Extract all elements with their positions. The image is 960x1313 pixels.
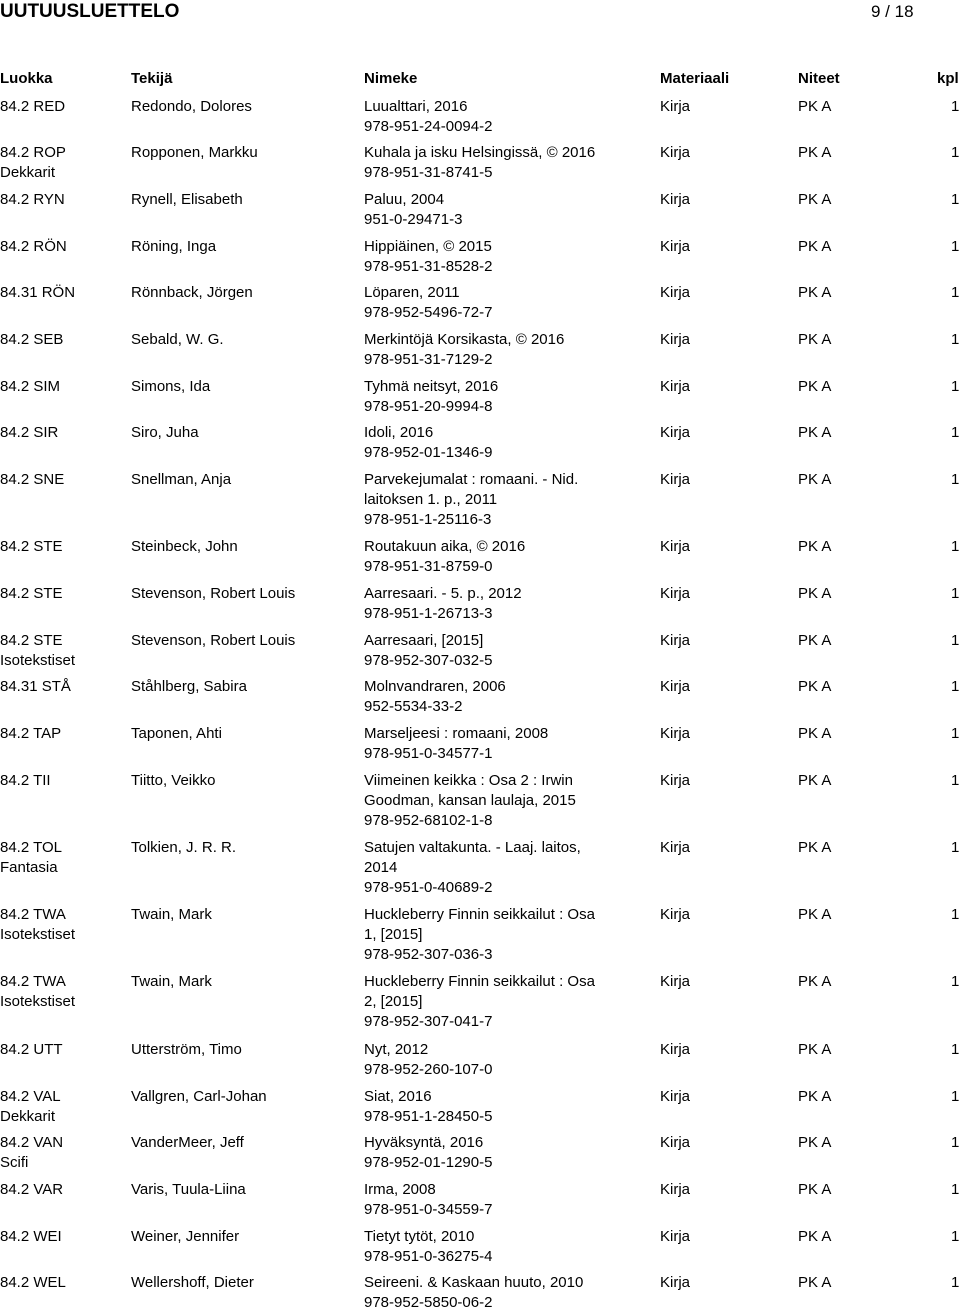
classification-cell [0,905,125,945]
title-line: 978-951-0-36275-4 [364,1248,493,1265]
title-line: Idoli, 2016 [364,424,434,441]
author-cell: Snellman, Anja [131,471,232,488]
title-line: Merkintöjä Korsikasta, © 2016 [364,331,565,348]
material-cell: Kirja [660,1088,691,1105]
count-cell: 1 [951,632,960,649]
classification-line: Scifi [0,1154,29,1171]
title-line: Hyväksyntä, 2016 [364,1134,484,1151]
copies-location-cell: PK A [798,98,832,115]
author-cell: Ståhlberg, Sabira [131,678,247,695]
classification-line: 84.2 RYN [0,191,65,208]
author-cell: Vallgren, Carl-Johan [131,1088,267,1105]
classification-line: Dekkarit [0,1108,56,1125]
material-cell: Kirja [660,284,691,301]
classification-line: 84.2 STE [0,585,63,602]
author-cell: Wellershoff, Dieter [131,1274,254,1291]
count-cell: 1 [951,1041,960,1058]
title-line: Kuhala ja isku Helsingissä, © 2016 [364,144,596,161]
classification-cell [0,283,125,303]
classification-line: Isotekstiset [0,926,76,943]
material-cell: Kirja [660,424,691,441]
classification-cell [0,237,125,257]
classification-line: 84.2 VAR [0,1181,64,1198]
classification-cell [0,677,125,697]
copies-location-cell: PK A [798,538,832,555]
count-cell: 1 [951,973,960,990]
material-cell: Kirja [660,1134,691,1151]
copies-location-cell: PK A [798,678,832,695]
classification-cell [0,190,125,210]
title-line: 978-951-31-8759-0 [364,558,493,575]
count-cell: 1 [951,378,960,395]
classification-cell [0,1133,125,1173]
count-cell: 1 [951,191,960,208]
classification-line: 84.2 RED [0,98,66,115]
title-cell [364,377,654,417]
title-line: 978-951-31-8741-5 [364,164,493,181]
material-cell: Kirja [660,772,691,789]
classification-cell [0,724,125,744]
author-cell: Varis, Tuula-Liina [131,1181,246,1198]
title-line: Seireeni. & Kaskaan huuto, 2010 [364,1274,584,1291]
author-cell: Steinbeck, John [131,538,238,555]
title-line: Goodman, kansan laulaja, 2015 [364,792,576,809]
col-header-kpl: kpl [937,70,959,87]
copies-location-cell: PK A [798,144,832,161]
copies-location-cell: PK A [798,1228,832,1245]
col-header-materiaali: Materiaali [660,70,730,87]
classification-line: 84.2 VAL [0,1088,61,1105]
classification-cell [0,423,125,443]
material-cell: Kirja [660,585,691,602]
title-cell [364,1227,654,1267]
count-cell: 1 [951,538,960,555]
classification-cell [0,771,125,791]
classification-line: 84.2 RÖN [0,238,67,255]
classification-cell [0,631,125,671]
title-line: Routakuun aika, © 2016 [364,538,526,555]
title-line: Hippiäinen, © 2015 [364,238,492,255]
author-cell: Rynell, Elisabeth [131,191,243,208]
copies-location-cell: PK A [798,632,832,649]
classification-line: 84.2 ROP [0,144,66,161]
classification-line: Isotekstiset [0,993,76,1010]
classification-cell [0,1087,125,1127]
classification-line: 84.2 SEB [0,331,64,348]
classification-cell [0,584,125,604]
material-cell: Kirja [660,678,691,695]
title-line: Aarresaari, [2015] [364,632,484,649]
count-cell: 1 [951,725,960,742]
classification-line: 84.2 TII [0,772,51,789]
classification-line: 84.2 TWA [0,906,66,923]
author-cell: Twain, Mark [131,906,212,923]
copies-location-cell: PK A [798,839,832,856]
classification-line: 84.2 SNE [0,471,65,488]
classification-cell [0,1227,125,1247]
title-line: Siat, 2016 [364,1088,432,1105]
classification-line: Isotekstiset [0,652,76,669]
count-cell: 1 [951,678,960,695]
classification-cell [0,1273,125,1293]
title-cell [364,537,654,577]
classification-line: 84.31 STÅ [0,678,71,695]
copies-location-cell: PK A [798,585,832,602]
author-cell: VanderMeer, Jeff [131,1134,244,1151]
title-line: Viimeinen keikka : Osa 2 : Irwin [364,772,573,789]
classification-line: 84.2 SIM [0,378,61,395]
title-cell [364,143,654,183]
material-cell: Kirja [660,98,691,115]
title-cell [364,584,654,624]
title-line: 978-952-307-041-7 [364,1013,493,1030]
material-cell: Kirja [660,471,691,488]
copies-location-cell: PK A [798,331,832,348]
title-cell [364,724,654,764]
copies-location-cell: PK A [798,1274,832,1291]
classification-cell [0,97,125,117]
copies-location-cell: PK A [798,906,832,923]
material-cell: Kirja [660,191,691,208]
title-line: 978-952-01-1346-9 [364,444,493,461]
copies-location-cell: PK A [798,238,832,255]
count-cell: 1 [951,98,960,115]
author-cell: Twain, Mark [131,973,212,990]
classification-cell [0,1040,125,1060]
col-header-niteet: Niteet [798,70,840,87]
author-cell: Redondo, Dolores [131,98,252,115]
page-title: UUTUUSLUETTELO [0,1,180,22]
title-line: 2, [2015] [364,993,423,1010]
author-cell: Tolkien, J. R. R. [131,839,237,856]
title-line: Paluu, 2004 [364,191,445,208]
copies-location-cell: PK A [798,471,832,488]
classification-line: 84.2 TWA [0,973,66,990]
title-cell [364,972,654,1032]
classification-line: 84.2 TAP [0,725,62,742]
material-cell: Kirja [660,538,691,555]
copies-location-cell: PK A [798,378,832,395]
title-line: 978-951-20-9994-8 [364,398,493,415]
title-cell [364,905,654,965]
count-cell: 1 [951,1088,960,1105]
count-cell: 1 [951,1274,960,1291]
copies-location-cell: PK A [798,973,832,990]
material-cell: Kirja [660,1181,691,1198]
title-line: Nyt, 2012 [364,1041,429,1058]
material-cell: Kirja [660,973,691,990]
title-cell [364,190,654,230]
title-cell [364,423,654,463]
title-line: 978-952-260-107-0 [364,1061,493,1078]
material-cell: Kirja [660,378,691,395]
title-line: Marseljeesi : romaani, 2008 [364,725,549,742]
title-cell [364,1133,654,1173]
classification-line: 84.2 SIR [0,424,59,441]
count-cell: 1 [951,906,960,923]
title-cell [364,631,654,671]
title-cell [364,283,654,323]
title-cell [364,237,654,277]
title-line: 978-951-0-34577-1 [364,745,493,762]
author-cell: Stevenson, Robert Louis [131,632,296,649]
title-line: 978-952-68102-1-8 [364,812,493,829]
classification-cell [0,330,125,350]
title-line: Tyhmä neitsyt, 2016 [364,378,499,395]
title-line: 2014 [364,859,398,876]
author-cell: Siro, Juha [131,424,199,441]
author-cell: Sebald, W. G. [131,331,224,348]
title-cell [364,771,654,831]
count-cell: 1 [951,839,960,856]
material-cell: Kirja [660,144,691,161]
title-cell [364,470,654,530]
material-cell: Kirja [660,839,691,856]
title-line: Satujen valtakunta. - Laaj. laitos, [364,839,581,856]
count-cell: 1 [951,144,960,161]
title-line: laitoksen 1. p., 2011 [364,491,498,508]
title-line: Aarresaari. - 5. p., 2012 [364,585,522,602]
title-line: Huckleberry Finnin seikkailut : Osa [364,973,595,990]
classification-line: 84.2 TOL [0,839,62,856]
classification-line: 84.2 WEL [0,1274,66,1291]
title-line: Parvekejumalat : romaani. - Nid. [364,471,579,488]
title-line: 978-951-1-28450-5 [364,1108,493,1125]
title-line: 952-5534-33-2 [364,698,463,715]
material-cell: Kirja [660,1228,691,1245]
material-cell: Kirja [660,1041,691,1058]
classification-cell [0,1180,125,1200]
title-line: 978-952-307-032-5 [364,652,493,669]
author-cell: Utterström, Timo [131,1041,242,1058]
title-line: 978-951-31-8528-2 [364,258,493,275]
count-cell: 1 [951,471,960,488]
material-cell: Kirja [660,238,691,255]
copies-location-cell: PK A [798,1088,832,1105]
title-cell [364,1040,654,1080]
classification-line: 84.2 UTT [0,1041,63,1058]
classification-cell [0,377,125,397]
material-cell: Kirja [660,1274,691,1291]
classification-cell [0,143,125,183]
col-header-luokka: Luokka [0,70,53,87]
material-cell: Kirja [660,632,691,649]
material-cell: Kirja [660,725,691,742]
count-cell: 1 [951,1228,960,1245]
count-cell: 1 [951,772,960,789]
title-cell [364,677,654,717]
author-cell: Simons, Ida [131,378,211,395]
title-line: 978-952-5496-72-7 [364,304,493,321]
title-line: Molnvandraren, 2006 [364,678,506,695]
copies-location-cell: PK A [798,772,832,789]
title-line: Luualttari, 2016 [364,98,468,115]
classification-cell [0,537,125,557]
author-cell: Stevenson, Robert Louis [131,585,296,602]
classification-cell [0,470,125,490]
col-header-nimeke: Nimeke [364,70,418,87]
classification-line: 84.2 STE [0,632,63,649]
copies-location-cell: PK A [798,725,832,742]
count-cell: 1 [951,238,960,255]
material-cell: Kirja [660,331,691,348]
title-cell [364,838,654,898]
title-line: Löparen, 2011 [364,284,460,301]
author-cell: Ropponen, Markku [131,144,258,161]
copies-location-cell: PK A [798,1041,832,1058]
classification-line: 84.31 RÖN [0,284,76,301]
col-header-tekija: Tekijä [131,70,173,87]
author-cell: Tiitto, Veikko [131,772,216,789]
title-line: 978-951-0-40689-2 [364,879,493,896]
page-number: 9 / 18 [871,2,914,21]
author-cell: Rönnback, Jörgen [131,284,253,301]
title-line: 978-952-5850-06-2 [364,1294,493,1311]
title-cell [364,330,654,370]
title-line: Irma, 2008 [364,1181,436,1198]
title-cell [364,1087,654,1127]
title-cell [364,1180,654,1220]
title-line: 978-951-0-34559-7 [364,1201,493,1218]
classification-line: Dekkarit [0,164,56,181]
count-cell: 1 [951,585,960,602]
classification-line: Fantasia [0,859,58,876]
title-line: 978-951-1-25116-3 [364,511,492,528]
classification-line: 84.2 STE [0,538,63,555]
copies-location-cell: PK A [798,284,832,301]
copies-location-cell: PK A [798,191,832,208]
copies-location-cell: PK A [798,1134,832,1151]
title-line: 978-951-24-0094-2 [364,118,493,135]
count-cell: 1 [951,424,960,441]
count-cell: 1 [951,1134,960,1151]
copies-location-cell: PK A [798,424,832,441]
title-line: 978-952-01-1290-5 [364,1154,493,1171]
author-cell: Taponen, Ahti [131,725,222,742]
title-line: 1, [2015] [364,926,423,943]
classification-cell [0,972,125,1012]
author-cell: Weiner, Jennifer [131,1228,240,1245]
classification-line: 84.2 WEI [0,1228,62,1245]
copies-location-cell: PK A [798,1181,832,1198]
classification-cell [0,838,125,878]
title-cell [364,1273,654,1313]
count-cell: 1 [951,331,960,348]
title-cell [364,97,654,137]
title-line: 978-951-31-7129-2 [364,351,493,368]
title-line: 978-952-307-036-3 [364,946,493,963]
title-line: Huckleberry Finnin seikkailut : Osa [364,906,595,923]
title-line: 951-0-29471-3 [364,211,463,228]
count-cell: 1 [951,1181,960,1198]
title-line: 978-951-1-26713-3 [364,605,493,622]
count-cell: 1 [951,284,960,301]
classification-line: 84.2 VAN [0,1134,64,1151]
title-line: Tietyt tytöt, 2010 [364,1228,475,1245]
material-cell: Kirja [660,906,691,923]
author-cell: Röning, Inga [131,238,217,255]
